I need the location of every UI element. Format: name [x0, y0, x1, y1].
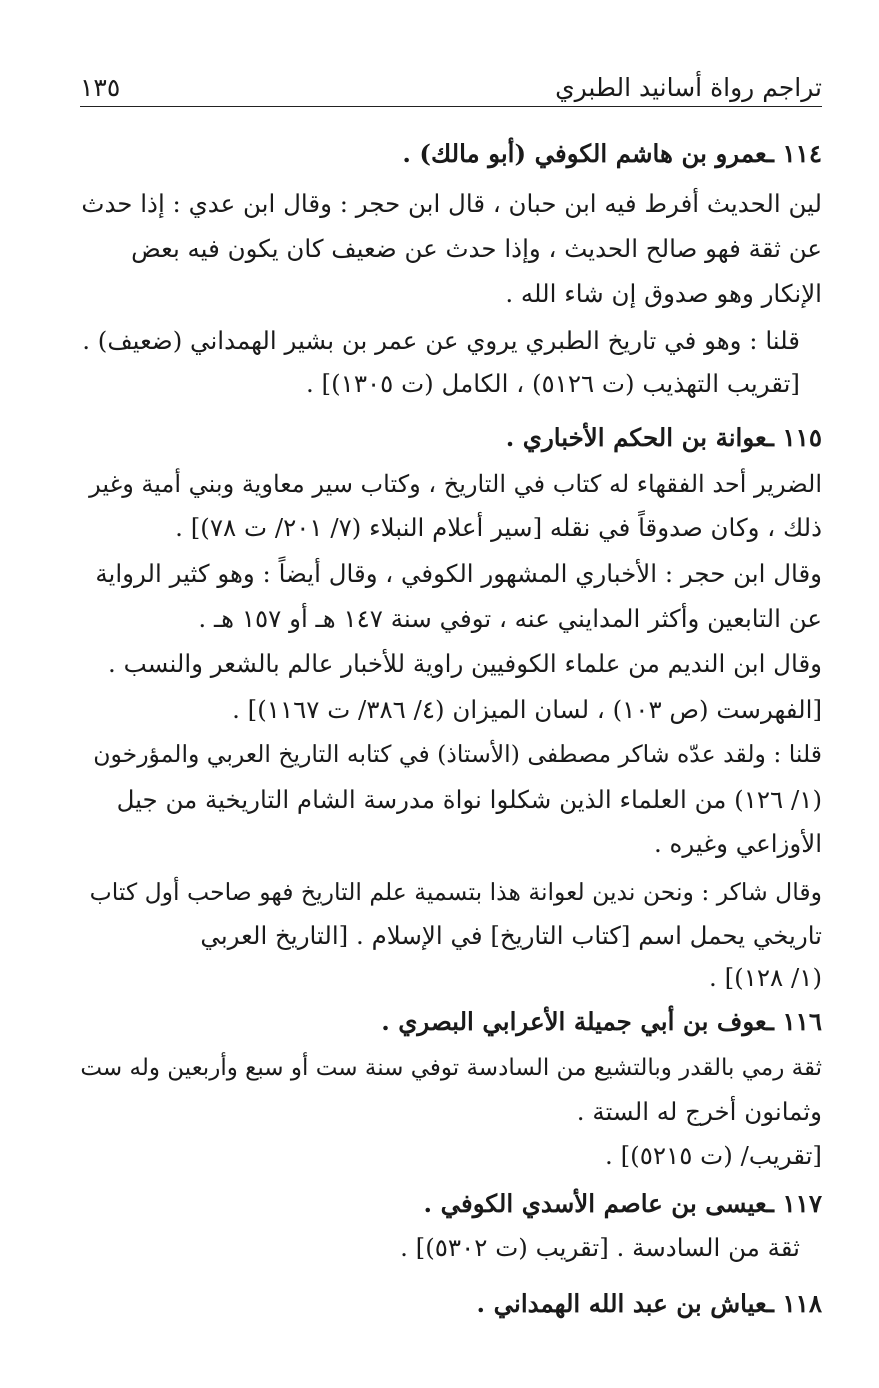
text-line: تاريخي يحمل اسم [كتاب التاريخ] في الإسلام . [التاريخ العربي: [200, 921, 822, 950]
text-line: الأوزاعي وغيره .: [653, 829, 822, 858]
reference-line: [تقريب التهذيب (ت ٥١٢٦) ، الكامل (ت ١٣٠٥)] .: [305, 369, 800, 398]
text-line: وثمانون أخرج له الستة .: [576, 1097, 822, 1126]
text-line: لين الحديث أفرط فيه ابن حبان ، قال ابن حجر : وقال ابن عدي : إذا حدث: [81, 189, 822, 218]
text-line: عن ثقة فهو صالح الحديث ، وإذا حدث عن ضعيف كان يكون فيه بعض: [131, 234, 822, 263]
page-number: ١٣٥: [80, 73, 121, 102]
entry-118-heading: ١١٨ ـعياش بن عبد الله الهمداني .: [476, 1289, 822, 1318]
text-line: ثقة رمي بالقدر وبالتشيع من السادسة توفي سنة ست أو سبع وأربعين وله ست: [80, 1055, 822, 1081]
running-header: [80, 62, 822, 107]
running-title: تراجم رواة أسانيد الطبري: [555, 73, 822, 102]
text-line: قلنا : ولقد عدّه شاكر مصطفى (الأستاذ) في كتابه التاريخ العربي والمؤرخون: [93, 740, 822, 768]
text-line: وقال ابن حجر : الأخباري المشهور الكوفي ، وقال أيضاً : وهو كثير الرواية: [95, 559, 822, 588]
text-line: وقال ابن النديم من علماء الكوفيين راوية للأخبار عالم بالشعر والنسب .: [108, 649, 822, 678]
text-line: قلنا : وهو في تاريخ الطبري يروي عن عمر بن بشير الهمداني (ضعيف) .: [82, 326, 800, 355]
text-line: (١/ ١٢٦) من العلماء الذين شكلوا نواة مدرسة الشام التاريخية من جيل: [116, 785, 822, 814]
entry-116-heading: ١١٦ ـعوف بن أبي جميلة الأعرابي البصري .: [381, 1007, 822, 1036]
reference-line: (١/ ١٢٨)] .: [709, 963, 822, 992]
entry-117-heading: ١١٧ ـعيسى بن عاصم الأسدي الكوفي .: [423, 1189, 822, 1218]
reference-line: [تقريب/ (ت ٥٢١٥)] .: [605, 1141, 822, 1170]
entry-114-heading: ١١٤ ـعمرو بن هاشم الكوفي (أبو مالك) .: [402, 139, 822, 168]
text-line: الإنكار وهو صدوق إن شاء الله .: [505, 279, 822, 308]
text-line: ذلك ، وكان صدوقاً في نقله [سير أعلام النبلاء (٧/ ٢٠١/ ت ٧٨)] .: [175, 513, 822, 542]
text-line: عن التابعين وأكثر المدايني عنه ، توفي سنة ١٤٧ هـ أو ١٥٧ هـ .: [198, 604, 822, 633]
entry-115-heading: ١١٥ ـعوانة بن الحكم الأخباري .: [505, 423, 822, 452]
text-line: ثقة من السادسة . [تقريب (ت ٥٣٠٢)] .: [400, 1233, 800, 1262]
text-line: الضرير أحد الفقهاء له كتاب في التاريخ ، وكتاب سير معاوية وبني أمية وغير: [89, 470, 822, 498]
text-line: وقال شاكر : ونحن ندين لعوانة هذا بتسمية علم التاريخ فهو صاحب أول كتاب: [89, 878, 822, 906]
reference-line: [الفهرست (ص ١٠٣) ، لسان الميزان (٤/ ٣٨٦/ ت ١١٦٧)] .: [232, 695, 822, 724]
